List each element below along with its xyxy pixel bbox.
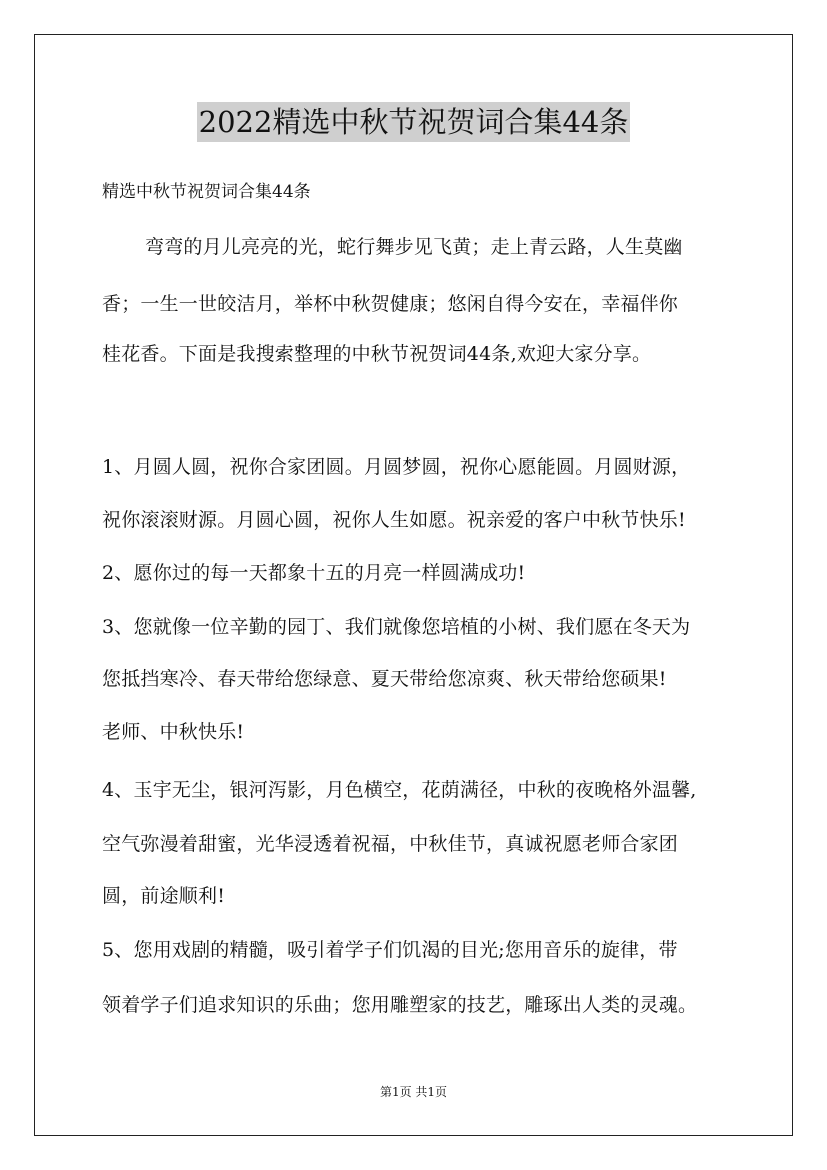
body-line-10: 5、您用戏剧的精髓，吸引着学子们饥渴的目光;您用音乐的旋律，带 bbox=[102, 939, 678, 961]
page-footer: 第1页 共1页 bbox=[379, 1085, 448, 1099]
body-line-8: 空气弥漫着甜蜜，光华浸透着祝福，中秋佳节，真诚祝愿老师合家团 bbox=[102, 833, 679, 855]
body-line-6: 老师、中秋快乐! bbox=[102, 721, 245, 743]
intro-line-2: 香；一生一世皎洁月，举杯中秋贺健康；悠闲自得今安在，幸福伴你 bbox=[102, 293, 679, 315]
body-line-11: 领着学子们追求知识的乐曲；您用雕塑家的技艺，雕琢出人类的灵魂。 bbox=[102, 994, 698, 1016]
body-line-4: 3、您就像一位辛勤的园丁、我们就像您培植的小树、我们愿在冬天为 bbox=[102, 616, 691, 638]
document-title: 2022精选中秋节祝贺词合集44条 bbox=[197, 102, 631, 142]
body-line-3: 2、愿你过的每一天都象十五的月亮一样圆满成功! bbox=[102, 562, 526, 584]
document-subtitle: 精选中秋节祝贺词合集44条 bbox=[102, 182, 311, 202]
body-line-2: 祝你滚滚财源。月圆心圆，祝你人生如愿。祝亲爱的客户中秋节快乐! bbox=[102, 509, 686, 531]
body-line-1: 1、月圆人圆，祝你合家团圆。月圆梦圆，祝你心愿能圆。月圆财源， bbox=[102, 456, 691, 478]
body-line-9: 圆，前途顺利! bbox=[102, 885, 226, 907]
intro-line-1: 弯弯的月儿亮亮的光，蛇行舞步见飞黄；走上青云路，人生莫幽 bbox=[145, 236, 683, 258]
body-line-5: 您抵挡寒冷、春天带给您绿意、夏天带给您凉爽、秋天带给您硕果! bbox=[102, 668, 667, 690]
title-container bbox=[0, 102, 827, 142]
body-line-7: 4、玉宇无尘，银河泻影，月色横空，花荫满径，中秋的夜晚格外温馨, bbox=[102, 779, 697, 801]
intro-line-3: 桂花香。下面是我搜索整理的中秋节祝贺词44条,欢迎大家分享。 bbox=[102, 343, 652, 365]
